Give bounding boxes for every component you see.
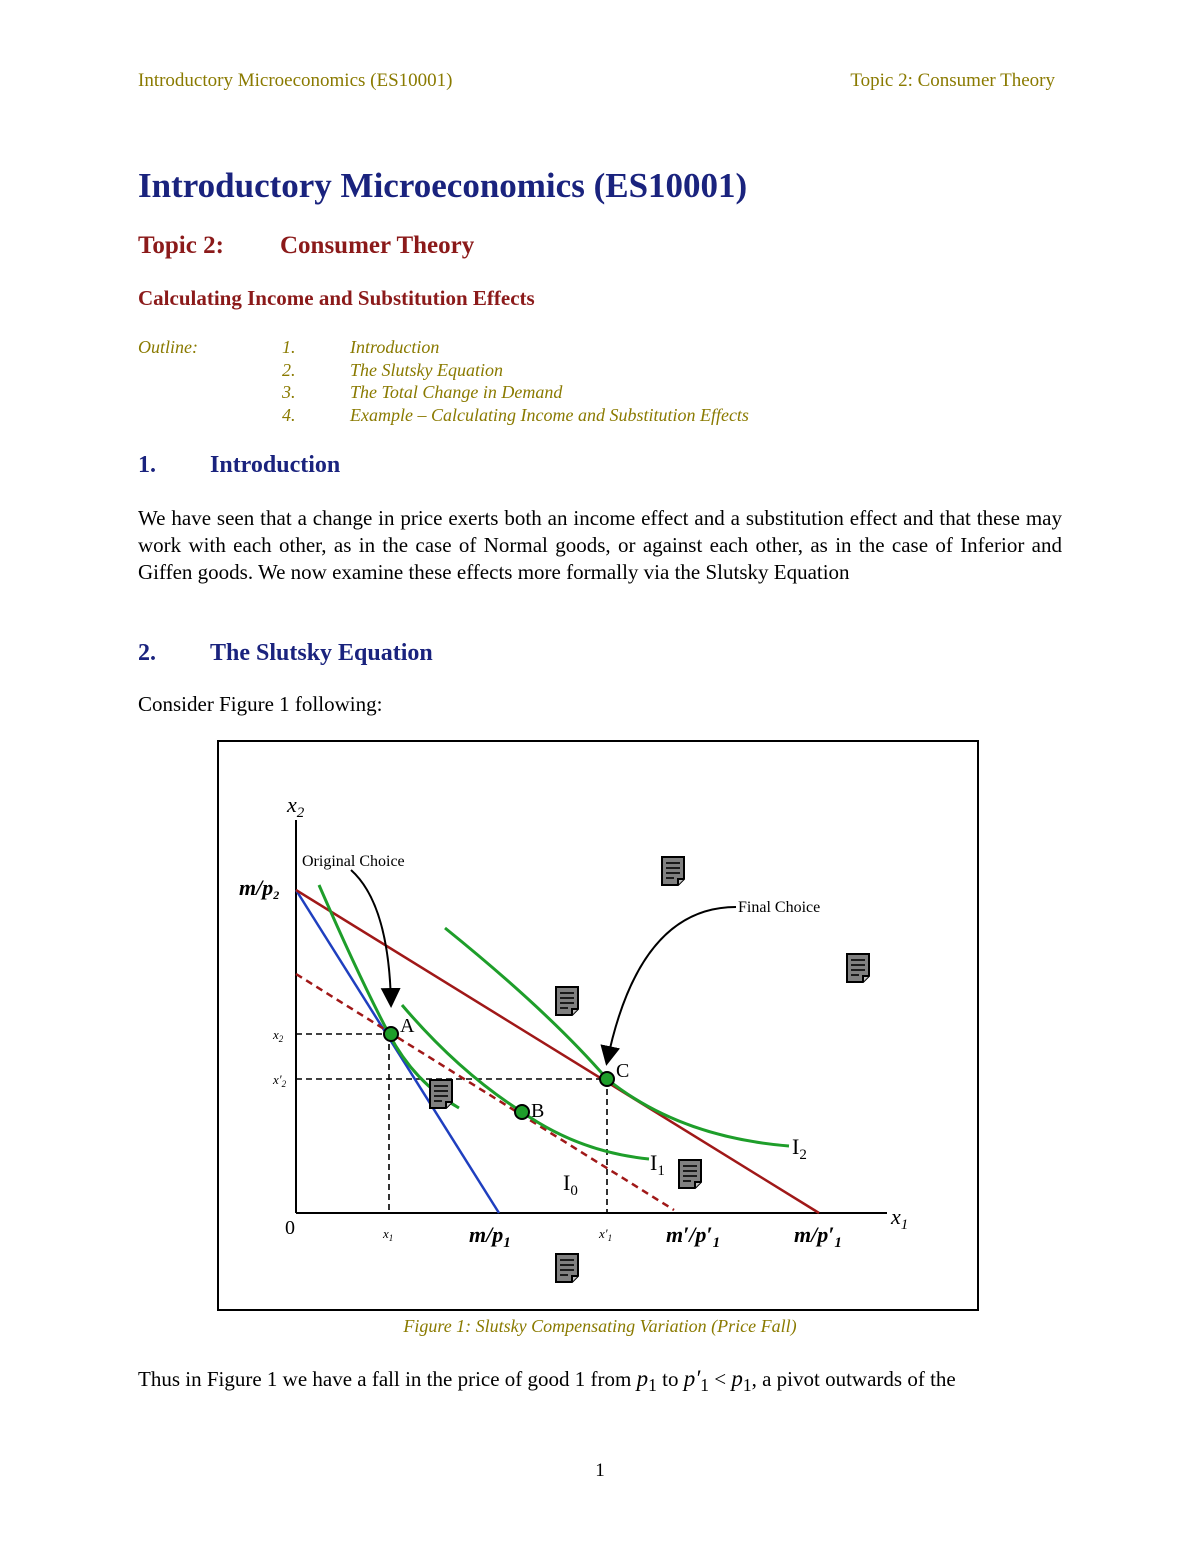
slutsky-diagram bbox=[219, 742, 977, 1309]
document-icon bbox=[662, 857, 684, 885]
final-choice-arrow bbox=[607, 907, 736, 1062]
section-number: 2. bbox=[138, 640, 156, 666]
outline-item-text: Introduction bbox=[350, 337, 440, 357]
x-axis-label: $x_1$ bbox=[891, 1204, 909, 1233]
document-title: Introductory Microeconomics (ES10001) bbox=[138, 166, 748, 205]
x2-tick-label: $x_2$ bbox=[273, 1027, 284, 1044]
figure-caption: Figure 1: Slutsky Compensating Variation (Price Fall) bbox=[403, 1316, 797, 1336]
x-tick-m-over-p1-prime: $m/p'_1$ bbox=[794, 1222, 842, 1251]
topic-label: Topic 2: bbox=[138, 232, 224, 259]
i0-label: $I_0$ bbox=[563, 1170, 578, 1199]
section-title: The Slutsky Equation bbox=[210, 640, 433, 666]
x1-tick-label: $x_1$ bbox=[383, 1226, 394, 1243]
x1-prime-tick-label: $x'_1$ bbox=[599, 1226, 613, 1243]
intro-paragraph: We have seen that a change in price exerts both an income effect and a substitution effect and that these may work with each other, as in the case of Normal goods, or against each other, as in the case of Inferior and Giffen goods. We now examine these effects more formally via the Slutsky Equation bbox=[138, 506, 1062, 584]
page-number: 1 bbox=[595, 1460, 605, 1481]
document-icon bbox=[556, 1254, 578, 1282]
outline-item-text: The Total Change in Demand bbox=[350, 382, 563, 402]
outline-item-text: Example – Calculating Income and Substitution Effects bbox=[350, 405, 749, 425]
topic-name: Consumer Theory bbox=[280, 232, 475, 259]
outline-item-number: 1. bbox=[282, 337, 296, 357]
document-icon bbox=[847, 954, 869, 982]
document-icon bbox=[679, 1160, 701, 1188]
figure-frame bbox=[217, 740, 979, 1311]
section-title: Introduction bbox=[210, 452, 341, 478]
point-b bbox=[515, 1105, 529, 1119]
outline-label: Outline: bbox=[138, 337, 198, 357]
final-choice-label: Final Choice bbox=[738, 899, 821, 916]
outline-item-text: The Slutsky Equation bbox=[350, 360, 503, 380]
x-tick-m-over-p1: $m/p_1$ bbox=[469, 1222, 511, 1251]
point-c-label: C bbox=[616, 1060, 630, 1082]
running-header-left: Introductory Microeconomics (ES10001) bbox=[138, 70, 453, 91]
origin-label: 0 bbox=[285, 1217, 295, 1239]
original-choice-label: Original Choice bbox=[302, 853, 405, 870]
i2-label: $I_2$ bbox=[792, 1134, 807, 1163]
budget-line-compensated bbox=[296, 974, 674, 1210]
indifference-curve-i2 bbox=[445, 928, 789, 1146]
x2-prime-tick-label: $x'_2$ bbox=[273, 1072, 287, 1089]
point-a-label: A bbox=[400, 1015, 415, 1037]
continuation-paragraph: Thus in Figure 1 we have a fall in the price of good 1 from $p_1$ to $p'_1 < p_1$, a pivot outwards of the bbox=[138, 1366, 956, 1396]
y-intercept-label: m/p2 bbox=[239, 875, 280, 902]
point-b-label: B bbox=[531, 1100, 545, 1122]
x-tick-m-prime-over-p1-prime: $m'/p'_1$ bbox=[666, 1222, 721, 1251]
i1-label: $I_1$ bbox=[650, 1150, 665, 1179]
document-icon bbox=[556, 987, 578, 1015]
document-icon bbox=[430, 1080, 452, 1108]
running-header-right: Topic 2: Consumer Theory bbox=[850, 70, 1055, 91]
document-subtitle: Calculating Income and Substitution Effects bbox=[138, 286, 535, 310]
point-a bbox=[384, 1027, 398, 1041]
budget-line-final bbox=[296, 890, 819, 1213]
outline-item-number: 2. bbox=[282, 360, 296, 380]
outline-item-number: 3. bbox=[282, 382, 296, 402]
point-c bbox=[600, 1072, 614, 1086]
outline-item-number: 4. bbox=[282, 405, 296, 425]
section-number: 1. bbox=[138, 452, 156, 478]
y-axis-label: $x_2$ bbox=[287, 792, 305, 821]
figure-intro-text: Consider Figure 1 following: bbox=[138, 692, 383, 716]
